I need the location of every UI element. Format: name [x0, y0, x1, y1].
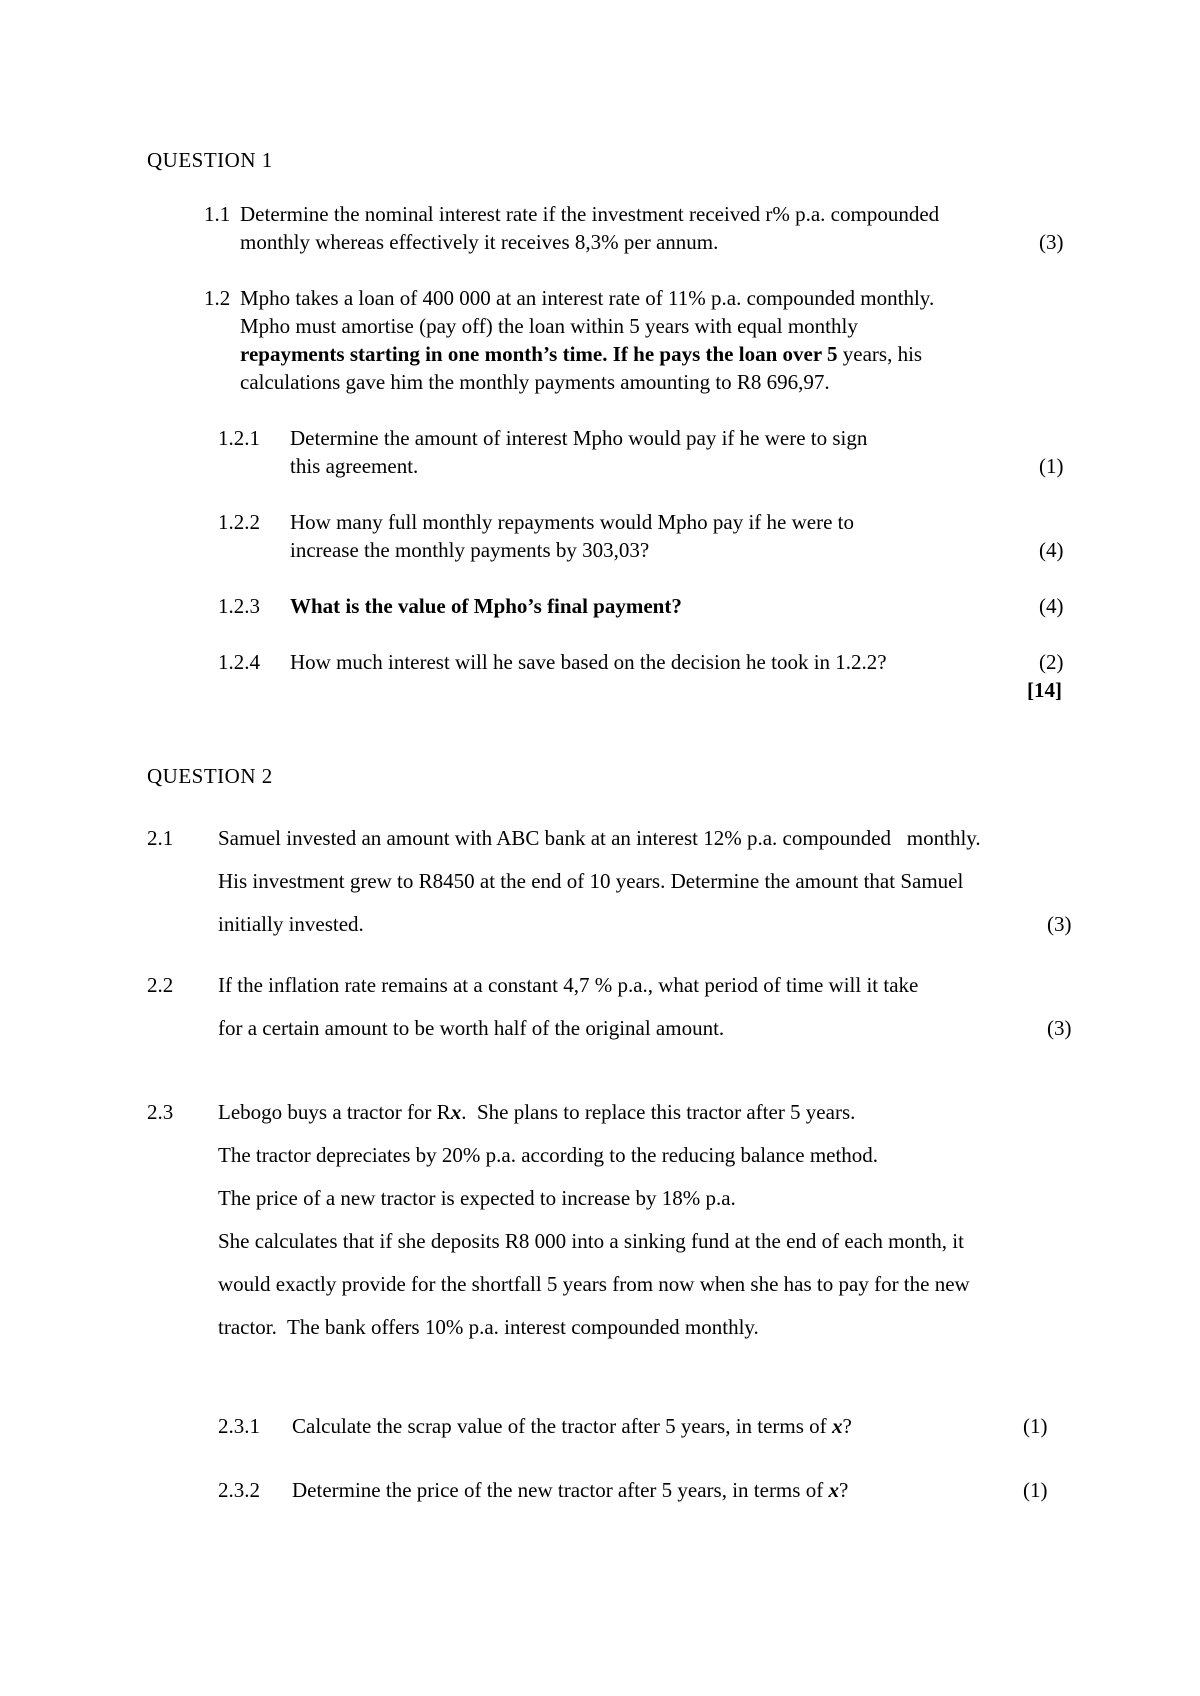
q2-1-number: 2.1 [147, 826, 174, 850]
q1-2-4-text: How much interest will he save based on the decision he took in 1.2.2? [290, 650, 887, 674]
q2-3-2-variable-x: x [828, 1478, 839, 1502]
q1-2-2-text-line-1: How many full monthly repayments would Mpho pay if he were to [290, 510, 854, 534]
q2-2-number: 2.2 [147, 973, 174, 997]
q2-2-text-line-2: for a certain amount to be worth half of the original amount. [218, 1016, 725, 1040]
q1-2-4-number: 1.2.4 [218, 650, 260, 674]
q2-3-2-marks: (1) [1023, 1478, 1048, 1502]
question-1-heading: QUESTION 1 [147, 148, 273, 172]
q1-1-number: 1.1 [204, 202, 231, 226]
q2-1-text-line-3: initially invested. [218, 912, 364, 936]
q1-2-2-text-line-2: increase the monthly payments by 303,03? [290, 538, 650, 562]
q2-3-text-line-4: She calculates that if she deposits R8 000 into a sinking fund at the end of each month, it [218, 1229, 964, 1253]
q1-1-text-line-1: Determine the nominal interest rate if the investment received r% p.a. compounded [240, 202, 940, 226]
q2-1-marks: (3) [1047, 912, 1072, 936]
q1-2-text-line-1: Mpho takes a loan of 400 000 at an interest rate of 11% p.a. compounded monthly. [240, 286, 935, 310]
q2-3-text-line-1-end: . She plans to replace this tractor after 5 years. [461, 1100, 856, 1124]
q1-2-2-number: 1.2.2 [218, 510, 260, 534]
q1-2-text-line-3 [240, 342, 922, 367]
q2-3-text-line-5: would exactly provide for the shortfall 5 years from now when she has to pay for the new [218, 1272, 970, 1296]
q2-3-text-line-6: tractor. The bank offers 10% p.a. interest compounded monthly. [218, 1315, 759, 1339]
q1-1-marks: (3) [1039, 230, 1064, 254]
q1-2-3-marks: (4) [1039, 594, 1064, 618]
q1-2-1-text-line-1: Determine the amount of interest Mpho would pay if he were to sign [290, 426, 868, 450]
q1-1-text-line-2: monthly whereas effectively it receives 8,3% per annum. [240, 230, 719, 254]
q2-3-1-number: 2.3.1 [218, 1414, 260, 1438]
q2-3-1-text-start: Calculate the scrap value of the tractor after 5 years, in terms of [292, 1414, 832, 1438]
q2-3-2-text [292, 1478, 848, 1503]
q2-3-2-text-end: ? [838, 1478, 849, 1502]
q2-2-text-line-1: If the inflation rate remains at a constant 4,7 % p.a., what period of time will it take [218, 973, 919, 997]
q1-2-1-text-line-2: this agreement. [290, 454, 419, 478]
question-2-heading: QUESTION 2 [147, 764, 273, 788]
q2-3-1-text-end: ? [842, 1414, 852, 1438]
q2-3-text-line-1 [218, 1100, 855, 1125]
q1-2-4-marks: (2) [1039, 650, 1064, 674]
q1-2-1-number: 1.2.1 [218, 426, 260, 450]
q1-2-3-number: 1.2.3 [218, 594, 260, 618]
q1-2-number: 1.2 [204, 286, 231, 310]
q2-3-2-text-start: Determine the price of the new tractor after 5 years, in terms of [292, 1478, 829, 1502]
q2-3-1-marks: (1) [1023, 1414, 1048, 1438]
q2-3-1-text [292, 1414, 852, 1439]
q1-2-text-line-2: Mpho must amortise (pay off) the loan within 5 years with equal monthly [240, 314, 858, 338]
q2-3-text-line-2: The tractor depreciates by 20% p.a. according to the reducing balance method. [218, 1143, 879, 1167]
q2-3-number: 2.3 [147, 1100, 174, 1124]
q1-2-bold-text: repayments starting in one month’s time. If he pays the loan over 5 [240, 342, 838, 366]
q2-1-text-line-2: His investment grew to R8450 at the end of 10 years. Determine the amount that Samuel [218, 869, 964, 893]
q1-2-1-marks: (1) [1039, 454, 1064, 478]
q2-3-2-number: 2.3.2 [218, 1478, 260, 1502]
q2-3-1-variable-x: x [831, 1414, 843, 1438]
q2-2-marks: (3) [1047, 1016, 1072, 1040]
q1-2-text-line-4: calculations gave him the monthly payments amounting to R8 696,97. [240, 370, 830, 394]
q2-3-variable-x: x [450, 1100, 462, 1124]
q1-2-2-marks: (4) [1039, 538, 1064, 562]
q2-1-text-line-1: Samuel invested an amount with ABC bank at an interest 12% p.a. compounded monthly. [218, 826, 981, 850]
q2-3-text-line-3: The price of a new tractor is expected to increase by 18% p.a. [218, 1186, 736, 1210]
q1-total-marks: [14] [1027, 678, 1062, 702]
q1-2-3-text: What is the value of Mpho’s final payment? [290, 594, 682, 618]
q1-2-text-line-3-rest: years, his [837, 342, 923, 366]
q2-3-text-line-1-start: Lebogo buys a tractor for R [218, 1100, 451, 1124]
